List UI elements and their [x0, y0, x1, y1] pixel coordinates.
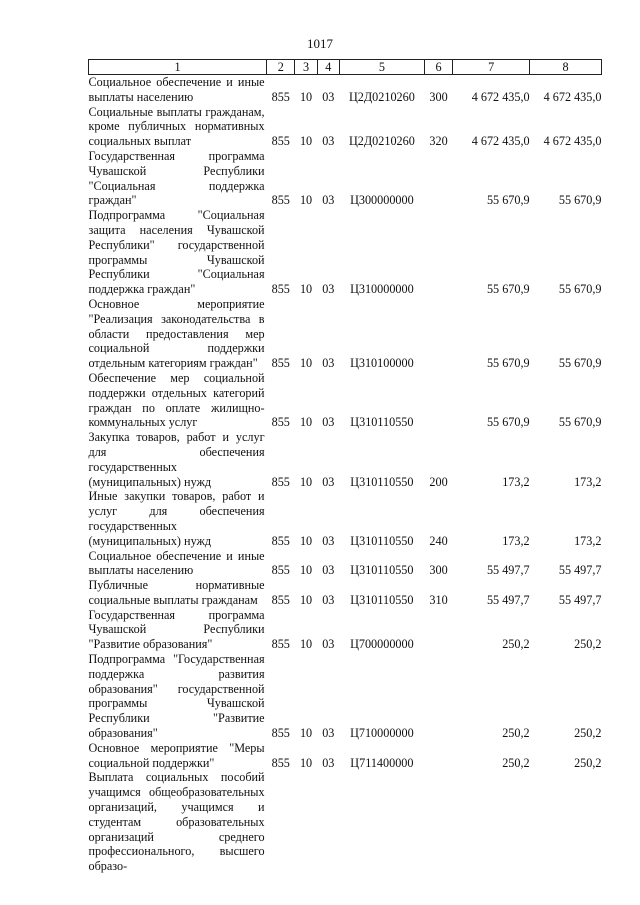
amount-year-1: 173,2 — [502, 533, 530, 548]
code-target: Ц310110550 — [350, 563, 414, 578]
table-row — [89, 75, 602, 105]
code-ministry: 855 — [271, 755, 290, 770]
row-name: Подпрограмма "Социальная защита населения Чувашской Республики" государственной программы Чувашской Республики "Социальная поддержка граждан" — [88, 208, 265, 297]
code-ministry: 855 — [271, 134, 290, 149]
code-ministry: 855 — [271, 415, 290, 430]
amount-year-2: 250,2 — [574, 726, 602, 741]
row-name: Закупка товаров, работ и услуг для обеспечения государственных (муниципальных) нужд — [88, 430, 265, 489]
table-row — [89, 297, 602, 371]
code-subsection: 03 — [322, 356, 335, 371]
row-name: Социальное обеспечение и иные выплаты населению — [88, 75, 265, 104]
table-row — [89, 371, 602, 430]
code-ministry: 855 — [271, 282, 290, 297]
table-row — [89, 149, 602, 208]
code-target: Ц310110550 — [350, 592, 414, 607]
col-header: 3 — [295, 60, 317, 75]
code-ministry: 855 — [271, 474, 290, 489]
code-target: Ц310000000 — [350, 282, 414, 297]
table-row — [89, 578, 602, 608]
code-section: 10 — [299, 726, 313, 741]
code-ministry: 855 — [271, 726, 290, 741]
code-subsection: 03 — [322, 726, 335, 741]
code-expense: 310 — [429, 592, 448, 607]
code-subsection: 03 — [322, 474, 335, 489]
code-subsection: 03 — [322, 563, 335, 578]
code-ministry: 855 — [271, 533, 290, 548]
code-ministry — [267, 770, 295, 874]
amount-year-1: 55 670,9 — [486, 193, 530, 208]
code-expense: 300 — [429, 563, 448, 578]
amount-year-2: 4 672 435,0 — [543, 134, 602, 149]
amount-year-2: 173,2 — [574, 474, 602, 489]
amount-year-1: 55 670,9 — [486, 356, 530, 371]
code-section: 10 — [299, 592, 313, 607]
code-target: Ц2Д0210260 — [348, 134, 415, 149]
row-name: Социальные выплаты гражданам, кроме публичных нормативных социальных выплат — [88, 104, 265, 149]
code-target: Ц310110550 — [350, 474, 414, 489]
row-name: Обеспечение мер социальной поддержки отдельных категорий граждан по оплате жилищно-коммунальных услуг — [88, 370, 265, 430]
code-target: Ц310110550 — [350, 415, 414, 430]
code-subsection: 03 — [322, 637, 335, 652]
code-section: 10 — [299, 637, 313, 652]
code-expense — [424, 149, 452, 208]
amount-year-1: 55 670,9 — [486, 415, 530, 430]
amount-year-1: 250,2 — [502, 637, 530, 652]
code-target: Ц710000000 — [350, 726, 414, 741]
code-target: Ц300000000 — [350, 193, 414, 208]
code-ministry: 855 — [271, 592, 290, 607]
code-subsection: 03 — [322, 533, 335, 548]
code-expense — [424, 208, 452, 297]
code-section: 10 — [299, 193, 313, 208]
row-name: Государственная программа Чувашской Республики "Социальная поддержка граждан" — [88, 148, 265, 208]
col-header: 1 — [89, 60, 267, 75]
row-name: Иные закупки товаров, работ и услуг для обеспечения государственных (муниципальных) нужд — [88, 489, 265, 548]
row-name: Выплата социальных пособий учащимся общеобразовательных организаций, учащимся и студентам образовательных организаций среднего профессионального, высшего образо- — [88, 770, 265, 874]
code-ministry: 855 — [271, 356, 290, 371]
amount-year-1: 250,2 — [502, 726, 530, 741]
code-section: 10 — [299, 415, 313, 430]
table-row — [89, 208, 602, 297]
col-header: 5 — [339, 60, 424, 75]
amount-year-2: 250,2 — [574, 637, 602, 652]
code-target: Ц2Д0210260 — [348, 89, 415, 104]
code-section: 10 — [299, 134, 313, 149]
amount-year-2: 55 670,9 — [558, 356, 602, 371]
table-row — [89, 608, 602, 652]
amount-year-2: 4 672 435,0 — [543, 89, 602, 104]
code-subsection: 03 — [322, 755, 335, 770]
row-name: Социальное обеспечение и иные выплаты населению — [88, 548, 265, 578]
code-ministry: 855 — [271, 563, 290, 578]
page-number: 1017 — [307, 36, 333, 51]
budget-table — [88, 59, 602, 874]
amount-year-1: 55 670,9 — [486, 282, 530, 297]
table-row — [89, 489, 602, 548]
amount-year-2: 55 497,7 — [558, 563, 602, 578]
table-row — [89, 652, 602, 741]
code-target: Ц310110550 — [350, 533, 414, 548]
code-section: 10 — [299, 755, 313, 770]
code-target: Ц711400000 — [350, 755, 414, 770]
table-row — [89, 430, 602, 489]
amount-year-2: 173,2 — [574, 533, 602, 548]
code-section — [295, 770, 317, 874]
code-section: 10 — [299, 356, 313, 371]
row-name: Публичные нормативные социальные выплаты гражданам — [88, 578, 265, 607]
col-header: 6 — [424, 60, 452, 75]
code-ministry: 855 — [271, 89, 290, 104]
amount-year-2: 55 497,7 — [558, 592, 602, 607]
code-expense — [424, 297, 452, 371]
code-subsection: 03 — [322, 592, 335, 607]
code-ministry: 855 — [271, 193, 290, 208]
amount-year-2: 55 670,9 — [558, 282, 602, 297]
code-expense — [424, 371, 452, 430]
code-expense — [424, 770, 452, 874]
code-section: 10 — [299, 282, 313, 297]
amount-year-1: 250,2 — [502, 755, 530, 770]
code-subsection: 03 — [322, 89, 335, 104]
table-row — [89, 770, 602, 874]
code-expense: 200 — [429, 474, 448, 489]
amount-year-2: 55 670,9 — [558, 415, 602, 430]
col-header: 2 — [267, 60, 295, 75]
code-target: Ц700000000 — [350, 637, 414, 652]
amount-year-1 — [453, 770, 530, 874]
row-name: Государственная программа Чувашской Республики "Развитие образования" — [88, 607, 265, 652]
code-expense — [424, 741, 452, 771]
table-row — [89, 549, 602, 579]
col-header: 7 — [453, 60, 530, 75]
code-subsection: 03 — [322, 134, 335, 149]
code-section: 10 — [299, 89, 313, 104]
table-row — [89, 105, 602, 149]
code-expense: 240 — [429, 533, 448, 548]
amount-year-1: 4 672 435,0 — [471, 134, 530, 149]
amount-year-2 — [530, 770, 602, 874]
row-name: Основное мероприятие "Реализация законодательства в области предоставления мер социальной поддержки отдельным категориям граждан" — [88, 296, 265, 371]
code-target: Ц310100000 — [350, 356, 414, 371]
amount-year-1: 4 672 435,0 — [471, 89, 530, 104]
col-header: 4 — [317, 60, 339, 75]
code-subsection: 03 — [322, 282, 335, 297]
code-section: 10 — [299, 533, 313, 548]
code-expense: 300 — [429, 89, 448, 104]
amount-year-1: 55 497,7 — [486, 563, 530, 578]
code-expense — [424, 652, 452, 741]
amount-year-2: 55 670,9 — [558, 193, 602, 208]
code-target — [339, 770, 424, 874]
code-section: 10 — [299, 563, 313, 578]
amount-year-1: 55 497,7 — [486, 592, 530, 607]
code-ministry: 855 — [271, 637, 290, 652]
col-header: 8 — [530, 60, 602, 75]
code-subsection: 03 — [322, 193, 335, 208]
row-name: Подпрограмма "Государственная поддержка развития образования" государственной программы Чувашской Республики "Развитие образования" — [88, 652, 265, 741]
code-expense: 320 — [429, 134, 448, 149]
header-row — [89, 60, 602, 75]
code-section: 10 — [299, 474, 313, 489]
code-subsection: 03 — [322, 415, 335, 430]
code-subsection — [317, 770, 339, 874]
code-expense — [424, 608, 452, 652]
table-row — [89, 741, 602, 771]
row-name: Основное мероприятие "Меры социальной поддержки" — [88, 740, 265, 770]
amount-year-1: 173,2 — [502, 474, 530, 489]
amount-year-2: 250,2 — [574, 755, 602, 770]
